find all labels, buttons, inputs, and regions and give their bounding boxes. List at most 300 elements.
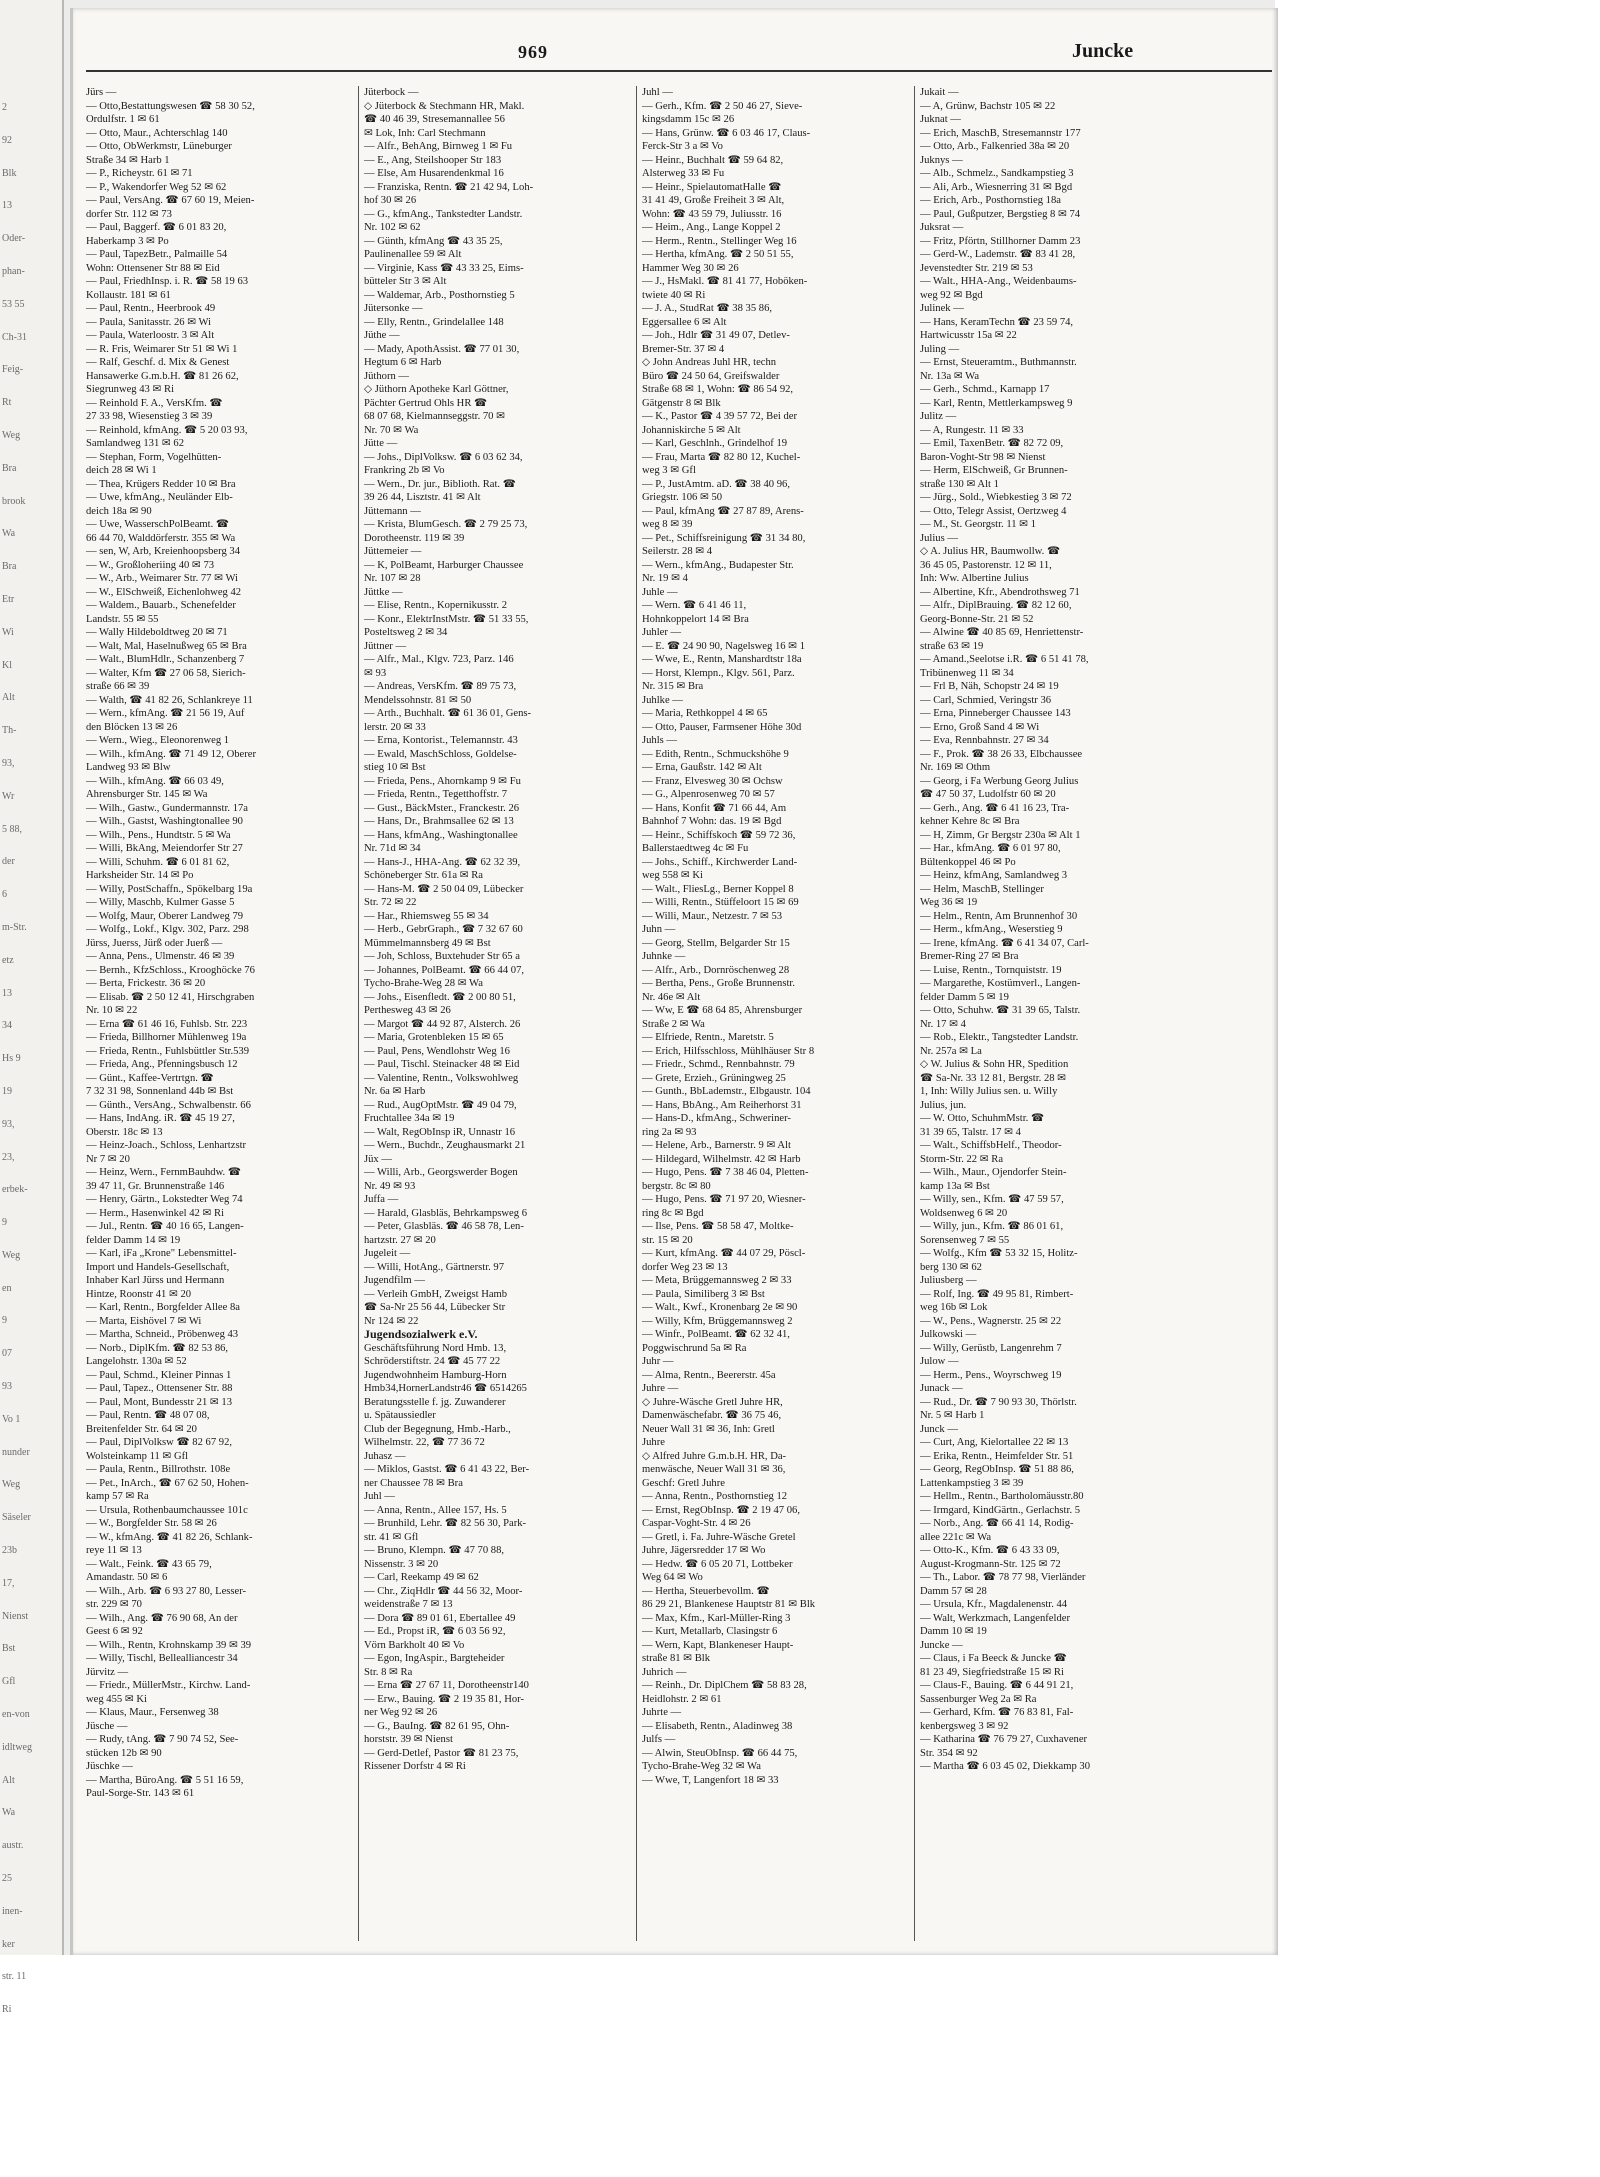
directory-entry-line: — Klaus, Maur., Fersenweg 38 xyxy=(86,1707,219,1718)
directory-entry-line: — Georg, i Fa Werbung Georg Julius xyxy=(920,775,1079,787)
directory-entry-line: — Margarethe, Kostümverl., Langen- xyxy=(920,978,1081,989)
directory-entry-line: — Uwe, WasserschPolBeamt. ☎ xyxy=(86,519,230,530)
directory-entry-line: — Curt, Ang, Kielortallee 22 ✉ 13 xyxy=(920,1437,1069,1448)
margin-fragment: Gfl xyxy=(2,1676,16,1688)
directory-entry-line: Bremer-Ring 27 ✉ Bra xyxy=(920,951,1019,962)
directory-entry-line: — W., Borgfelder Str. 58 ✉ 26 xyxy=(86,1518,217,1529)
directory-entry-line: — Ilse, Pens. ☎ 58 58 47, Moltke- xyxy=(642,1221,794,1232)
margin-fragment: 13 xyxy=(2,987,12,999)
directory-entry-line: — Wern, Kapt, Blankeneser Haupt- xyxy=(642,1639,794,1651)
directory-entry-line: Straße 34 ✉ Harb 1 xyxy=(86,154,170,166)
directory-entry-line: — Paul, Rentn. ☎ 48 07 08, xyxy=(86,1410,210,1421)
margin-fragment: 13 xyxy=(2,200,12,212)
directory-entry-line: — Martha, BüroAng. ☎ 5 51 16 59, xyxy=(86,1774,244,1786)
directory-entry-line: — Frieda, Pens., Ahornkamp 9 ✉ Fu xyxy=(364,775,521,787)
directory-entry-line: — Walt., Feink. ☎ 43 65 79, xyxy=(86,1558,212,1570)
directory-entry-line: 81 23 49, Siegfriedstraße 15 ✉ Ri xyxy=(920,1666,1064,1678)
directory-entry-line: — Wilh., Gastw., Gundermannstr. 17a xyxy=(86,802,248,814)
directory-entry-line: Julow — xyxy=(920,1356,959,1367)
directory-entry-line: Ferck-Str 3 a ✉ Vo xyxy=(642,141,723,152)
directory-entry-line: — A, Rungestr. 11 ✉ 33 xyxy=(920,424,1024,436)
directory-entry-line: lerstr. 20 ✉ 33 xyxy=(364,721,426,733)
directory-entry-line: u. Spätaussiedler xyxy=(364,1410,436,1421)
directory-entry-line: horststr. 39 ✉ Nienst xyxy=(364,1734,453,1745)
directory-entry-line: Geschäftsführung Nord Hmb. 13, xyxy=(364,1342,507,1354)
directory-entry-line: — Walt, RegObInsp iR, Unnastr 16 xyxy=(364,1126,516,1138)
directory-entry-line: Jüttemeier — xyxy=(364,546,422,557)
margin-fragment: Säseler xyxy=(2,1512,31,1524)
directory-entry-line: 66 44 70, Walddörferstr. 355 ✉ Wa xyxy=(86,532,236,544)
directory-entry-line: Junck — xyxy=(920,1423,958,1435)
directory-entry-line: — Walt., HHA-Ang., Weidenbaums- xyxy=(920,276,1077,287)
directory-entry-line: — Wern., kfmAng., Budapester Str. xyxy=(642,559,794,571)
directory-entry-line: — Willi, Rentn., Stüffeloort 15 ✉ 69 xyxy=(642,897,799,908)
margin-fragment: Th- xyxy=(2,725,17,737)
directory-entry-line: Damenwäschefabr. ☎ 36 75 46, xyxy=(642,1410,782,1421)
directory-entry-line: — Emil, TaxenBetr. ☎ 82 72 09, xyxy=(920,438,1064,449)
directory-entry-line: — Helene, Arb., Barnerstr. 9 ✉ Alt xyxy=(642,1140,791,1151)
directory-entry-line: Storm-Str. 22 ✉ Ra xyxy=(920,1153,1004,1165)
directory-entry-line: weg 16b ✉ Lok xyxy=(920,1302,988,1313)
directory-entry-line: Ahrensburger Str. 145 ✉ Wa xyxy=(86,789,208,800)
directory-entry-line: — Rud., Dr. ☎ 7 90 93 30, Thörlstr. xyxy=(920,1396,1077,1408)
column-divider xyxy=(358,86,359,1941)
directory-entry-line: — Walt, Mal, Haselnußweg 65 ✉ Bra xyxy=(86,640,247,652)
directory-entry-line: Tycho-Brahe-Weg 28 ✉ Wa xyxy=(364,978,483,989)
directory-entry-line: — Willy, Kfm, Brüggemannsweg 2 xyxy=(642,1315,793,1327)
directory-entry-line: — Otto, Telegr Assist, Oertzweg 4 xyxy=(920,505,1067,517)
margin-fragment: en xyxy=(2,1282,12,1294)
directory-entry-line: Nr. 70 ✉ Wa xyxy=(364,424,419,436)
directory-entry-line: — Carl, Reekamp 49 ✉ 62 xyxy=(364,1572,479,1583)
directory-entry-line: — Krista, BlumGesch. ☎ 2 79 25 73, xyxy=(364,519,528,530)
page-number: 969 xyxy=(518,42,548,62)
directory-entry-line: — Paul, Schmd., Kleiner Pinnas 1 xyxy=(86,1369,232,1381)
directory-entry-line: — Willi, Maur., Netzestr. 7 ✉ 53 xyxy=(642,910,783,922)
directory-entry-line: — Rud., AugOptMstr. ☎ 49 04 79, xyxy=(364,1099,517,1111)
directory-entry-line: Hartwicusstr 15a ✉ 22 xyxy=(920,330,1017,341)
directory-entry-line: — Max, Kfm., Karl-Müller-Ring 3 xyxy=(642,1612,791,1624)
directory-entry-line: ◇ Jüterbock & Stechmann HR, Makl. xyxy=(364,100,525,112)
column-4 xyxy=(920,86,1188,1774)
directory-entry-line: — Else, Am Husarendenkmal 16 xyxy=(364,168,504,179)
directory-entry-line: Wilhelmstr. 22, ☎ 77 36 72 xyxy=(364,1437,485,1448)
column-3 xyxy=(642,86,910,1787)
directory-entry-line: Julius — xyxy=(920,532,958,544)
directory-entry-line: — A, Grünw, Bachstr 105 ✉ 22 xyxy=(920,100,1056,112)
directory-entry-line: — Alfr., BehAng, Birnweg 1 ✉ Fu xyxy=(364,141,513,152)
directory-entry-line: — W., Pens., Wagnerstr. 25 ✉ 22 xyxy=(920,1315,1062,1327)
directory-entry-line: — Heinr., SpielautomatHalle ☎ xyxy=(642,181,782,193)
directory-entry-line: — Alb., Schmelz., Sandkampstieg 3 xyxy=(920,168,1074,179)
directory-entry-line: Jüttner — xyxy=(364,640,407,652)
margin-fragment: etz xyxy=(2,954,14,966)
column-2 xyxy=(364,86,632,1774)
directory-entry-line: — Jul., Rentn. ☎ 40 16 65, Langen- xyxy=(86,1221,244,1232)
directory-entry-line: Hmb34,HornerLandstr46 ☎ 6514265 xyxy=(364,1383,527,1394)
directory-entry-line: Vörn Barkholt 40 ✉ Vo xyxy=(364,1639,465,1651)
directory-entry-line: Jugendwohnheim Hamburg-Horn xyxy=(364,1369,507,1381)
directory-entry-line: weg 3 ✉ Gfl xyxy=(642,465,696,476)
directory-entry-line: Harksheider Str. 14 ✉ Po xyxy=(86,870,194,881)
directory-entry-line: Nr. 169 ✉ Othm xyxy=(920,762,991,773)
directory-entry-line: str. 229 ✉ 70 xyxy=(86,1599,142,1610)
directory-entry-line: Juhl — xyxy=(642,87,673,98)
directory-entry-line: — Willi, HotAng., Gärtnerstr. 97 xyxy=(364,1261,505,1273)
directory-entry-line: — Walt, Werkzmach, Langenfelder xyxy=(920,1612,1070,1624)
directory-entry-line: — Paula, Sanitasstr. 26 ✉ Wi xyxy=(86,316,212,328)
directory-entry-line: — Hans, KeramTechn ☎ 23 59 74, xyxy=(920,316,1074,328)
margin-fragment: Bst xyxy=(2,1643,16,1655)
margin-fragment: idltweg xyxy=(2,1741,32,1753)
directory-entry-line: — Hans-D., kfmAng., Schweriner- xyxy=(642,1113,791,1124)
directory-entry-line: Juhn — xyxy=(642,924,676,935)
directory-entry-line: bergstr. 8c ✉ 80 xyxy=(642,1180,711,1192)
directory-entry-line: Club der Begegnung, Hmb.-Harb., xyxy=(364,1423,511,1435)
directory-entry-line: Juhasz — xyxy=(364,1450,406,1462)
directory-entry-line: — Harald, Glasbläs, Behrkampsweg 6 xyxy=(364,1207,527,1219)
directory-entry-line: — Gerh., Ang. ☎ 6 41 16 23, Tra- xyxy=(920,802,1070,814)
directory-entry-line: — Anna, Rentn., Posthornstieg 12 xyxy=(642,1491,788,1502)
directory-entry-line: — Otto,Bestattungswesen ☎ 58 30 52, xyxy=(86,100,255,112)
directory-entry-line: — Egon, IngAspir., Bargteheider xyxy=(364,1653,505,1664)
directory-entry-line: Nr 124 ✉ 22 xyxy=(364,1315,419,1327)
directory-entry-line: — Erna, Kontorist., Telemannstr. 43 xyxy=(364,735,518,746)
directory-entry-line: Jürss, Juerss, Jürß oder Juerß — xyxy=(86,937,223,949)
directory-entry-line: Frankring 2b ✉ Vo xyxy=(364,465,445,476)
directory-entry-line: — Margot ☎ 44 92 87, Alsterch. 26 xyxy=(364,1018,521,1030)
directory-entry-line: — Ursula, Kfr., Magdalenenstr. 44 xyxy=(920,1599,1068,1610)
directory-entry-line: Nr. 46e ✉ Alt xyxy=(642,991,701,1003)
margin-fragment: 92 xyxy=(2,134,12,146)
directory-entry-line: — Har., kfmAng. ☎ 6 01 97 80, xyxy=(920,843,1061,854)
directory-entry-line: Nr. 49 ✉ 93 xyxy=(364,1180,416,1192)
directory-entry-line: — Bernh., KfzSchloss., Krooghöcke 76 xyxy=(86,964,255,976)
directory-entry-line: — E. ☎ 24 90 90, Nagelsweg 16 ✉ 1 xyxy=(642,640,806,652)
directory-entry-line: — Norb., Ang. ☎ 66 41 14, Rodig- xyxy=(920,1518,1074,1529)
directory-entry-line: — Wern., Dr. jur., Biblioth. Rat. ☎ xyxy=(364,478,516,490)
directory-entry-line: — P., JustAmtm. aD. ☎ 38 40 96, xyxy=(642,478,790,490)
directory-entry-line: Wohn: Ottensener Str 88 ✉ Eid xyxy=(86,262,220,274)
directory-entry-line: 39 26 44, Lisztstr. 41 ✉ Alt xyxy=(364,492,481,503)
directory-entry-line: — Paul, TapezBetr., Palmaille 54 xyxy=(86,249,228,260)
directory-entry-line: Weg 36 ✉ 19 xyxy=(920,897,978,908)
directory-entry-line: — Uwe, kfmAng., Neuländer Elb- xyxy=(86,492,233,503)
directory-entry-line: — Georg, RegObInsp. ☎ 51 88 86, xyxy=(920,1464,1074,1475)
directory-entry-line: — Otto, Maur., Achterschlag 140 xyxy=(86,127,228,139)
directory-entry-line: 31 41 49, Große Freiheit 3 ✉ Alt, xyxy=(642,195,785,206)
directory-entry-line: kehner Kehre 8c ✉ Bra xyxy=(920,816,1020,827)
directory-entry-line: Juhler — xyxy=(642,627,682,638)
directory-entry-line: — Franziska, Rentn. ☎ 21 42 94, Loh- xyxy=(364,181,534,193)
directory-entry-line: — Heinz, kfmAng, Samlandweg 3 xyxy=(920,870,1068,881)
directory-entry-line: — Katharina ☎ 76 79 27, Cuxhavener xyxy=(920,1734,1088,1745)
directory-entry-line: — Alwin, SteuObInsp. ☎ 66 44 75, xyxy=(642,1747,798,1759)
directory-entry-line: — Paul, Tischl. Steinacker 48 ✉ Eid xyxy=(364,1059,520,1070)
directory-entry-line: — Pet., InArch., ☎ 67 62 50, Hohen- xyxy=(86,1477,249,1489)
directory-entry-line: — Elfriede, Rentn., Maretstr. 5 xyxy=(642,1032,774,1043)
directory-entry-line: — Ernst, RegObInsp. ☎ 2 19 47 06, xyxy=(642,1504,800,1516)
margin-fragment: erbek- xyxy=(2,1184,28,1196)
directory-entry-line: Lattenkampstieg 3 ✉ 39 xyxy=(920,1477,1024,1489)
directory-entry-line: Siegrunweg 43 ✉ Ri xyxy=(86,384,175,395)
directory-entry-line: ◇ W. Julius & Sohn HR, Spedition xyxy=(920,1059,1069,1070)
directory-entry-line: Julitz — xyxy=(920,411,957,422)
directory-entry-line: — Karl, Rentn, Mettlerkampsweg 9 xyxy=(920,397,1073,409)
directory-entry-line: — Erw., Bauing. ☎ 2 19 35 81, Hor- xyxy=(364,1693,525,1705)
directory-entry-line: Dorotheenstr. 119 ✉ 39 xyxy=(364,532,465,544)
directory-entry-line: Juffa — xyxy=(364,1194,399,1205)
directory-entry-line: — Walter, Kfm ☎ 27 06 58, Sierich- xyxy=(86,667,246,679)
directory-entry-line: Julius, jun. xyxy=(920,1099,967,1111)
directory-entry-line: Nr. 5 ✉ Harb 1 xyxy=(920,1410,985,1421)
directory-entry-line: — Reinhold F. A., VersKfm. ☎ xyxy=(86,397,223,409)
margin-fragment: 53 55 xyxy=(2,298,25,310)
directory-entry-line: Nr 7 ✉ 20 xyxy=(86,1153,130,1165)
directory-entry-line: ☎ Sa-Nr. 33 12 81, Bergstr. 28 ✉ xyxy=(920,1072,1067,1084)
directory-entry-line: weidenstraße 7 ✉ 13 xyxy=(364,1599,453,1610)
directory-entry-line: — Wilh., kfmAng. ☎ 66 03 49, xyxy=(86,775,224,787)
directory-entry-line: Amandastr. 50 ✉ 6 xyxy=(86,1572,168,1583)
margin-fragment: brook xyxy=(2,495,26,507)
directory-entry-line: — Erich, Hilfsschloss, Mühlhäuser Str 8 xyxy=(642,1045,815,1057)
directory-entry-line: ◇ Juhre-Wäsche Gretl Juhre HR, xyxy=(642,1396,783,1408)
margin-fragment: m-Str. xyxy=(2,921,27,933)
directory-entry-line: Oberstr. 18c ✉ 13 xyxy=(86,1126,163,1138)
directory-entry-line: — Eva, Rennbahnstr. 27 ✉ 34 xyxy=(920,735,1049,746)
directory-entry-line: — Willy, PostSchaffn., Spökelbarg 19a xyxy=(86,883,253,895)
margin-fragment: 5 88, xyxy=(2,823,22,835)
directory-entry-line: Nr. 19 ✉ 4 xyxy=(642,573,688,584)
directory-entry-line: stücken 12b ✉ 90 xyxy=(86,1747,162,1759)
directory-entry-line: — Miklos, Gastst. ☎ 6 41 43 22, Ber- xyxy=(364,1464,530,1475)
directory-entry-line: — Henry, Gärtn., Lokstedter Weg 74 xyxy=(86,1194,243,1205)
directory-entry-line: — K., Pastor ☎ 4 39 57 72, Bei der xyxy=(642,411,798,422)
directory-entry-line: Paul-Sorge-Str. 143 ✉ 61 xyxy=(86,1788,195,1799)
directory-entry-line: — Hellm., Rentn., Bartholomäusstr.80 xyxy=(920,1491,1084,1502)
directory-entry-line: ◇ Jüthorn Apotheke Karl Göttner, xyxy=(364,384,509,395)
directory-entry-line: — Ali, Arb., Wiesnerring 31 ✉ Bgd xyxy=(920,181,1073,193)
directory-entry-line: — Peter, Glasbläs. ☎ 46 58 78, Len- xyxy=(364,1221,524,1232)
directory-entry-line: — F., Prok. ☎ 38 26 33, Elbchaussee xyxy=(920,748,1083,760)
directory-entry-line: Schröderstiftstr. 24 ☎ 45 77 22 xyxy=(364,1356,501,1367)
directory-entry-line: Schöneberger Str. 61a ✉ Ra xyxy=(364,870,484,881)
directory-entry-line: — Brunhild, Lehr. ☎ 82 56 30, Park- xyxy=(364,1518,527,1529)
directory-entry-line: deich 18a ✉ 90 xyxy=(86,505,152,517)
directory-entry-line: — Kurt, Metallarb, Clasingstr 6 xyxy=(642,1626,778,1637)
directory-entry-line: felder Damm 14 ✉ 19 xyxy=(86,1234,181,1246)
directory-entry-line: 27 33 98, Wiesenstieg 3 ✉ 39 xyxy=(86,411,213,422)
margin-fragment: Wa xyxy=(2,1807,16,1819)
directory-entry-line: 1, Inh: Willy Julius sen. u. Willy xyxy=(920,1086,1058,1097)
directory-entry-line: — Claus-F., Bauing. ☎ 6 44 91 21, xyxy=(920,1680,1074,1691)
directory-entry-line: Tribünenweg 11 ✉ 34 xyxy=(920,667,1014,679)
directory-entry-line: Jüx — xyxy=(364,1153,392,1165)
margin-fragment: 2 xyxy=(2,102,7,113)
directory-entry-line: — Willy, Tischl, Bellealliancestr 34 xyxy=(86,1653,238,1664)
directory-entry-line: straße 81 ✉ Blk xyxy=(642,1653,711,1664)
directory-entry-line: — Wilh., Pens., Hundtstr. 5 ✉ Wa xyxy=(86,829,231,841)
directory-entry-line: — P., Wakendorfer Weg 52 ✉ 62 xyxy=(86,181,227,193)
directory-entry-line: — Otto, Arb., Falkenried 38a ✉ 20 xyxy=(920,141,1070,152)
directory-entry-line: — Johs., Eisenfledt. ☎ 2 00 80 51, xyxy=(364,991,516,1003)
directory-entry-line: — Wern., Buchdr., Zeughausmarkt 21 xyxy=(364,1140,526,1151)
directory-entry-line: — Hugo, Pens. ☎ 7 38 46 04, Pletten- xyxy=(642,1167,809,1178)
directory-entry-line: Nr. 107 ✉ 28 xyxy=(364,573,421,584)
directory-entry-line: Inhaber Karl Jürss und Hermann xyxy=(86,1275,225,1286)
directory-entry-line: Jugeleit — xyxy=(364,1248,411,1259)
directory-entry-line: hartzstr. 27 ✉ 20 xyxy=(364,1234,436,1246)
directory-entry-line: — Rolf, Ing. ☎ 49 95 81, Rimbert- xyxy=(920,1288,1074,1300)
directory-entry-line: — Wwe, T, Langenfort 18 ✉ 33 xyxy=(642,1774,779,1786)
directory-entry-line: straße 66 ✉ 39 xyxy=(86,681,150,692)
directory-entry-line: — Meta, Brüggemannsweg 2 ✉ 33 xyxy=(642,1275,792,1286)
directory-entry-line: — Willy, Maschb, Kulmer Gasse 5 xyxy=(86,897,235,908)
directory-entry-line: Inh: Ww. Albertine Julius xyxy=(920,573,1029,584)
margin-fragment: 17, xyxy=(2,1577,15,1589)
directory-entry-line: — W. Otto, SchuhmMstr. ☎ xyxy=(920,1113,1045,1124)
directory-entry-line: Nr. 10 ✉ 22 xyxy=(86,1005,138,1016)
directory-entry-line: Beratungsstelle f. jg. Zuwanderer xyxy=(364,1396,506,1408)
directory-entry-line: reye 11 ✉ 13 xyxy=(86,1545,142,1556)
directory-entry-line: — Wilh., Arb. ☎ 6 93 27 80, Lesser- xyxy=(86,1585,247,1597)
directory-entry-line: — Albertine, Kfr., Abendrothsweg 71 xyxy=(920,586,1080,598)
directory-entry-line: — Rob., Elektr., Tangstedter Landstr. xyxy=(920,1032,1079,1043)
directory-entry-line: — Th., Labor. ☎ 78 77 98, Vierländer xyxy=(920,1572,1086,1583)
directory-entry-line: — Paula, Similiberg 3 ✉ Bst xyxy=(642,1288,765,1300)
margin-fragment: en-von xyxy=(2,1709,30,1721)
directory-entry-line: — Günth, kfmAng ☎ 43 35 25, xyxy=(364,235,503,247)
directory-entry-line: — Martha ☎ 6 03 45 02, Diekkamp 30 xyxy=(920,1761,1091,1772)
directory-entry-line: str. 41 ✉ Gfl xyxy=(364,1531,419,1543)
margin-fragment: 07 xyxy=(2,1348,12,1360)
directory-entry-line: — Horst, Klempn., Klgv. 561, Parz. xyxy=(642,667,795,679)
directory-entry-line: — Ralf, Geschf. d. Mix & Genest xyxy=(86,357,230,368)
directory-entry-line: Jugendsozialwerk e.V. xyxy=(364,1327,478,1341)
directory-entry-line: — G., BauIng. ☎ 82 61 95, Ohn- xyxy=(364,1720,510,1732)
margin-fragment: 93 xyxy=(2,1381,12,1393)
directory-entry-line: — Wern. ☎ 6 41 46 11, xyxy=(642,600,747,611)
directory-entry-line: — Hans, Dr., Brahmsallee 62 ✉ 13 xyxy=(364,816,514,827)
directory-entry-line: — Wolfg., Kfm ☎ 53 32 15, Holitz- xyxy=(920,1248,1078,1259)
directory-entry-line: 31 39 65, Talstr. 17 ✉ 4 xyxy=(920,1126,1021,1138)
directory-entry-line: Bremer-Str. 37 ✉ 4 xyxy=(642,343,725,355)
directory-entry-line: — M., St. Georgstr. 11 ✉ 1 xyxy=(920,519,1036,530)
directory-entry-line: — Gust., BäckMster., Franckestr. 26 xyxy=(364,802,520,814)
directory-entry-line: — Wilh., Rentn, Krohnskamp 39 ✉ 39 xyxy=(86,1639,252,1651)
margin-fragment: 6 xyxy=(2,889,7,901)
directory-entry-line: Alsterweg 33 ✉ Fu xyxy=(642,168,725,179)
directory-entry-line: — Andreas, VersKfm. ☎ 89 75 73, xyxy=(364,681,517,692)
directory-entry-line: Eggersallee 6 ✉ Alt xyxy=(642,316,727,328)
directory-entry-line: — Konr., ElektrInstMstr. ☎ 51 33 55, xyxy=(364,613,529,625)
directory-entry-line: weg 92 ✉ Bgd xyxy=(920,289,983,301)
directory-entry-line: — Wolfg., Lokf., Klgv. 302, Parz. 298 xyxy=(86,924,249,935)
directory-entry-line: stieg 10 ✉ Bst xyxy=(364,762,426,773)
directory-entry-line: Ballerstaedtweg 4c ✉ Fu xyxy=(642,843,749,854)
directory-entry-line: — Johs., DiplVolksw. ☎ 6 03 62 34, xyxy=(364,451,523,463)
directory-entry-line: Jüttke — xyxy=(364,586,403,598)
directory-entry-line: — Grete, Erzieh., Grüningweg 25 xyxy=(642,1072,786,1084)
directory-entry-line: Jukait — xyxy=(920,87,959,98)
directory-entry-line: — Walth, ☎ 41 82 26, Schlankreye 11 xyxy=(86,694,253,706)
directory-entry-line: Str. 8 ✉ Ra xyxy=(364,1666,413,1678)
directory-entry-line: Hohnkoppelort 14 ✉ Bra xyxy=(642,613,749,625)
directory-entry-line: Bültenkoppel 46 ✉ Po xyxy=(920,856,1016,868)
directory-entry-line: — Georg, Stellm, Belgarder Str 15 xyxy=(642,937,790,949)
directory-entry-line: — Valentine, Rentn., Volkswohlweg xyxy=(364,1072,519,1084)
directory-entry-line: — Reinhold, kfmAng. ☎ 5 20 03 93, xyxy=(86,424,248,436)
directory-entry-line: Jüsche — xyxy=(86,1720,128,1732)
directory-entry-line: — Paul, Rentn., Heerbrook 49 xyxy=(86,303,216,314)
directory-entry-line: Poggwischrund 5a ✉ Ra xyxy=(642,1342,747,1354)
directory-entry-line: — Ww, E ☎ 68 64 85, Ahrensburger xyxy=(642,1005,803,1016)
directory-entry-line: — Hans, IndAng. iR. ☎ 45 19 27, xyxy=(86,1113,235,1124)
directory-entry-line: — Irene, kfmAng. ☎ 6 41 34 07, Carl- xyxy=(920,937,1089,949)
directory-entry-line: Sassenburger Weg 2a ✉ Ra xyxy=(920,1693,1037,1705)
directory-entry-line: — Waldem., Bauarb., Schenefelder xyxy=(86,600,236,611)
directory-entry-line: — Fritz, Pförtn, Stillhorner Damm 23 xyxy=(920,235,1081,247)
directory-entry-line: — Heim., Ang., Lange Koppel 2 xyxy=(642,222,781,233)
directory-entry-line: Hammer Weg 30 ✉ 26 xyxy=(642,262,739,274)
directory-entry-line: — Walt., SchiffsbHelf., Theodor- xyxy=(920,1140,1062,1151)
directory-entry-line: Jüterbock — xyxy=(364,87,419,98)
margin-fragment: Blk xyxy=(2,167,17,179)
directory-entry-line: kamp 57 ✉ Ra xyxy=(86,1491,149,1502)
directory-entry-line: — Erika, Rentn., Heimfelder Str. 51 xyxy=(920,1450,1074,1462)
directory-entry-line: — Paul, Pens, Wendlohstr Weg 16 xyxy=(364,1045,510,1057)
directory-entry-line: — Helm., Rentn, Am Brunnenhof 30 xyxy=(920,910,1078,922)
margin-fragment: 25 xyxy=(2,1873,12,1885)
directory-entry-line: 36 45 05, Pastorenstr. 12 ✉ 11, xyxy=(920,559,1052,571)
directory-entry-line: — Herm., Pens., Woyrschweg 19 xyxy=(920,1369,1062,1381)
directory-entry-line: — G., Alpenrosenweg 70 ✉ 57 xyxy=(642,789,775,800)
directory-entry-line: Jürvitz — xyxy=(86,1666,129,1678)
margin-fragment: Etr xyxy=(2,593,15,605)
directory-entry-line: — H, Zimm, Gr Bergstr 230a ✉ Alt 1 xyxy=(920,829,1081,841)
directory-entry-line: — Alfr., DiplBrauing. ☎ 82 12 60, xyxy=(920,600,1072,611)
directory-entry-line: Langelohstr. 130a ✉ 52 xyxy=(86,1356,187,1367)
directory-entry-line: — Herm., Hasenwinkel 42 ✉ Ri xyxy=(86,1207,225,1219)
directory-entry-line: Woldsenweg 6 ✉ 20 xyxy=(920,1207,1008,1219)
directory-entry-line: — Gerhard, Kfm. ☎ 76 83 81, Fal- xyxy=(920,1707,1074,1718)
margin-fragment: Weg xyxy=(2,429,21,441)
directory-entry-line: — Willy, jun., Kfm. ☎ 86 01 61, xyxy=(920,1221,1064,1232)
directory-entry-line: Juliusberg — xyxy=(920,1275,977,1286)
directory-entry-line: — Elisabeth, Rentn., Aladinweg 38 xyxy=(642,1720,793,1732)
directory-entry-line: — Herb., GebrGraph., ☎ 7 32 67 60 xyxy=(364,924,523,935)
directory-entry-line: Juhr — xyxy=(642,1356,674,1367)
directory-entry-line: — Willi, Schuhm. ☎ 6 01 81 62, xyxy=(86,856,230,868)
directory-entry-line: Jüthe — xyxy=(364,330,400,341)
directory-entry-line: — Pet., Schiffsreinigung ☎ 31 34 80, xyxy=(642,532,806,544)
directory-entry-line: ☎ Sa-Nr 25 56 44, Lübecker Str xyxy=(364,1302,506,1313)
directory-entry-line: Juknys — xyxy=(920,154,963,166)
directory-entry-line: Landstr. 55 ✉ 55 xyxy=(86,613,159,625)
directory-entry-line: Str. 72 ✉ 22 xyxy=(364,897,417,908)
directory-entry-line: Juhle — xyxy=(642,586,678,598)
margin-fragment: Rt xyxy=(2,397,12,409)
directory-entry-line: Mümmelmannsberg 49 ✉ Bst xyxy=(364,937,491,949)
directory-entry-line: Damm 57 ✉ 28 xyxy=(920,1585,987,1597)
directory-entry-line: — Joh., Hdlr ☎ 31 49 07, Detlev- xyxy=(642,330,790,341)
margin-fragment: Bra xyxy=(2,561,17,573)
directory-entry-line: Georg-Bonne-Str. 21 ✉ 52 xyxy=(920,613,1034,625)
directory-entry-line: Straße 2 ✉ Wa xyxy=(642,1018,705,1030)
directory-entry-line: — Paul, VersAng. ☎ 67 60 19, Meien- xyxy=(86,195,255,206)
directory-entry-line: — Ernst, Steueramtm., Buthmannstr. xyxy=(920,357,1077,368)
directory-entry-line: — K, PolBeamt, Harburger Chaussee xyxy=(364,559,524,571)
